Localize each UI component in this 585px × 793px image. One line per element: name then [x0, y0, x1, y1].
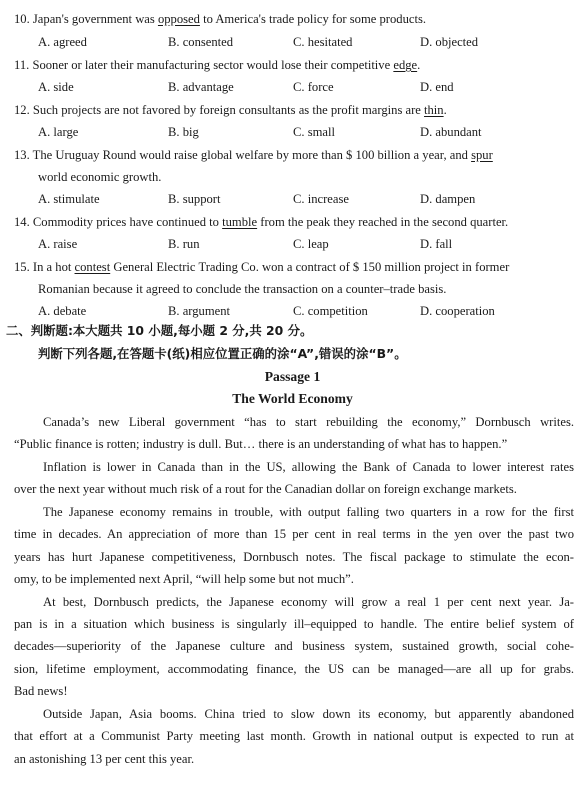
options-13: [0, 191, 585, 207]
passage-line: that effort at a Communist Party meeting last month. Growth in national output is expected to run at: [14, 729, 574, 743]
passage-line: an astonishing 13 per cent this year.: [14, 752, 195, 766]
passage-line: sion, lifetime employment, accommodating finance, the US can be managed—are all up for grabs.: [14, 662, 574, 676]
option-c: C. hesitated: [293, 35, 353, 49]
option-c: C. increase: [293, 192, 349, 206]
question-text: .: [443, 103, 447, 117]
passage-line: time in decades. An appreciation of more than 15 per cent in real terms in the yen over the past two: [14, 527, 574, 541]
question-12: [14, 102, 447, 118]
passage-line: over the next year without much risk of a rout for the Canadian dollar on foreign exchange markets.: [14, 482, 517, 496]
options-11: [0, 79, 585, 95]
option-d: D. end: [420, 80, 454, 94]
underlined-word: spur: [471, 148, 493, 162]
underlined-word: edge: [393, 58, 418, 72]
question-number: 15.: [14, 260, 30, 274]
question-number: 14.: [14, 215, 30, 229]
options-12: [0, 124, 585, 140]
passage-line: years has hurt Japanese competitiveness, Dornbusch notes. The fiscal package to stimulate the econ-: [14, 550, 574, 564]
question-15: [14, 259, 509, 275]
passage-line: At best, Dornbusch predicts, the Japanese economy will grow a real 1 per cent next year. Ja-: [43, 595, 574, 609]
question-text: to America's trade policy for some products.: [199, 12, 427, 26]
passage-line: omy, to be implemented next April, “will help some but not much”.: [14, 572, 354, 586]
option-d: D. fall: [420, 237, 453, 251]
passage-line: Inflation is lower in Canada than in the US, allowing the Bank of Canada to lower interest rates: [43, 460, 574, 474]
option-c: C. force: [293, 80, 334, 94]
question-10: [14, 11, 426, 27]
question-text: from the peak they reached in the second quarter.: [257, 215, 509, 229]
option-c: C. small: [293, 125, 335, 139]
option-b: B. support: [168, 192, 221, 206]
section-heading: 二、判断题:本大题共 10 小题,每小题 2 分,共 20 分。: [6, 323, 313, 338]
underlined-word: thin: [424, 103, 444, 117]
options-15: [0, 303, 585, 319]
option-a: A. agreed: [38, 35, 87, 49]
options-10: [0, 34, 585, 50]
passage-line: “Public finance is rotten; industry is dull. But… there is an understanding of what has to happen.”: [14, 437, 508, 451]
question-text: In a hot: [32, 260, 75, 274]
option-a: A. raise: [38, 237, 78, 251]
passage-line: Canada’s new Liberal government “has to start rebuilding the economy,” Dornbusch writes.: [43, 415, 574, 429]
passage-line: The Japanese economy remains in trouble, with output falling two quarters in a row for the first: [43, 505, 574, 519]
question-text: Such projects are not favored by foreign consultants as the profit margins are: [32, 103, 425, 117]
option-d: D. cooperation: [420, 304, 495, 318]
question-text: .: [417, 58, 421, 72]
question-text: Commodity prices have continued to: [32, 215, 223, 229]
question-15-continued: Romanian because it agreed to conclude the transaction on a counter–trade basis.: [38, 282, 447, 296]
passage-line: Outside Japan, Asia booms. China tried to slow down its economy, but apparently abandoned: [43, 707, 574, 721]
option-b: B. consented: [168, 35, 234, 49]
option-a: A. large: [38, 125, 79, 139]
question-number: 13.: [14, 148, 30, 162]
option-b: B. big: [168, 125, 199, 139]
option-c: C. competition: [293, 304, 368, 318]
question-number: 12.: [14, 103, 30, 117]
option-b: B. run: [168, 237, 200, 251]
option-d: D. abundant: [420, 125, 482, 139]
options-14: [0, 236, 585, 252]
passage-title: The World Economy: [232, 391, 353, 406]
section-instruction: 判断下列各题,在答题卡(纸)相应位置正确的涂“A”,错误的涂“B”。: [38, 346, 407, 361]
question-text: The Uruguay Round would raise global welfare by more than $ 100 billion a year, and: [32, 148, 472, 162]
question-number: 11.: [14, 58, 30, 72]
underlined-word: contest: [74, 260, 111, 274]
option-a: A. debate: [38, 304, 87, 318]
passage-line: Bad news!: [14, 684, 68, 698]
question-text: Japan's government was: [32, 12, 158, 26]
option-a: A. side: [38, 80, 74, 94]
question-14: [14, 214, 508, 230]
question-text: General Electric Trading Co. won a contract of $ 150 million project in former: [110, 260, 510, 274]
underlined-word: opposed: [157, 12, 200, 26]
question-13-continued: world economic growth.: [38, 170, 162, 184]
option-d: D. dampen: [420, 192, 476, 206]
question-11: [14, 57, 420, 73]
question-13: [14, 147, 493, 163]
option-b: B. advantage: [168, 80, 234, 94]
question-text: Sooner or later their manufacturing sector would lose their competitive: [32, 58, 394, 72]
option-c: C. leap: [293, 237, 329, 251]
option-a: A. stimulate: [38, 192, 100, 206]
option-d: D. objected: [420, 35, 479, 49]
passage-line: decades—superiority of the Japanese culture and business system, sustained growth, social cohe-: [14, 639, 574, 653]
passage-line: pan is in a situation which business is singularly ill–equipped to handle. The entire belief system of: [14, 617, 574, 631]
question-number: 10.: [14, 12, 30, 26]
option-b: B. argument: [168, 304, 231, 318]
passage-label: Passage 1: [264, 369, 321, 384]
underlined-word: tumble: [222, 215, 258, 229]
